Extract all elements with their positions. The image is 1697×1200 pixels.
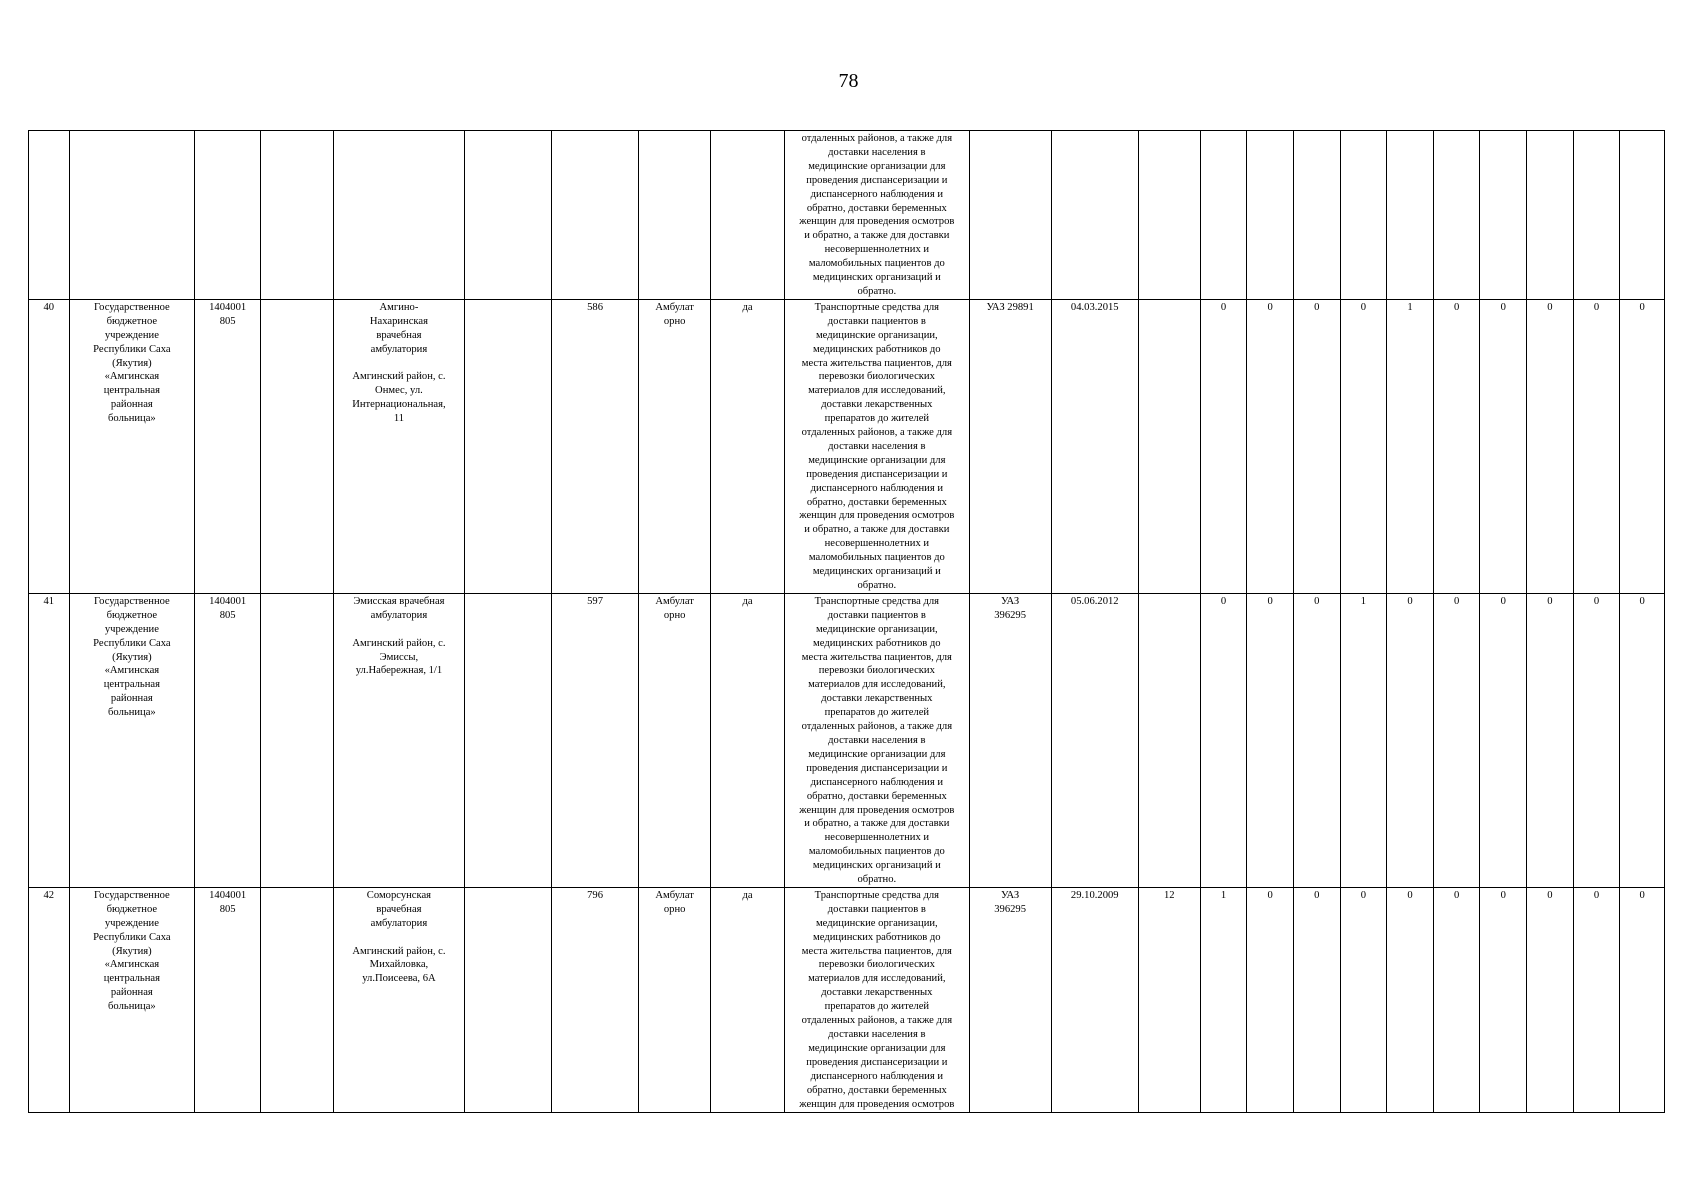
cell-empty bbox=[29, 131, 70, 300]
cell-empty bbox=[969, 131, 1051, 300]
cell-empty bbox=[1433, 131, 1480, 300]
data-table bbox=[28, 130, 1665, 1113]
cell-num: 0 bbox=[1480, 593, 1527, 887]
cell-empty bbox=[1051, 131, 1138, 300]
cell-num: 0 bbox=[1573, 593, 1620, 887]
cell-value: 586 bbox=[551, 299, 638, 593]
cell-date: 05.06.2012 bbox=[1051, 593, 1138, 887]
cell-vehicle: УАЗ 396295 bbox=[969, 887, 1051, 1112]
cell-organization: Государственное бюджетное учреждение Республики Саха (Якутия) «Амгинская центральная районная больница» bbox=[69, 887, 195, 1112]
cell-organization: Государственное бюджетное учреждение Республики Саха (Якутия) «Амгинская центральная районная больница» bbox=[69, 593, 195, 887]
cell-purpose: Транспортные средства для доставки пациентов в медицинские организации, медицинских работников до места жительства пациентов, для перевозки биологических материалов для исследований, доставки лекарственных препаратов до жителей отдаленных районов, а также для доставки населения в медицинские организации для проведения диспансеризации и диспансерного наблюдения и обратно, доставки беременных женщин для проведения осмотров и обратно, а также для доставки несовершеннолетних и маломобильных пациентов до медицинских организаций и обратно. bbox=[785, 593, 969, 887]
cell-num: 0 bbox=[1433, 299, 1480, 593]
cell-vehicle: УАЗ 396295 bbox=[969, 593, 1051, 887]
cell-empty bbox=[1293, 131, 1340, 300]
cell-care-type: Амбулат орно bbox=[639, 593, 711, 887]
cell-date: 29.10.2009 bbox=[1051, 887, 1138, 1112]
cell-num: 0 bbox=[1247, 593, 1294, 887]
cell-empty bbox=[1340, 131, 1387, 300]
cell-empty bbox=[464, 131, 551, 300]
cell-value: 796 bbox=[551, 887, 638, 1112]
cell-flag: да bbox=[711, 593, 785, 887]
cell-code: 1404001 805 bbox=[195, 299, 261, 593]
cell-facility: Амгино- Нахаринская врачебная амбулатория Амгинский район, с. Онмес, ул. Интернациональная, 11 bbox=[334, 299, 465, 593]
cell-num: 0 bbox=[1573, 299, 1620, 593]
cell-empty bbox=[1200, 131, 1247, 300]
cell-code: 1404001 805 bbox=[195, 593, 261, 887]
cell-num: 0 bbox=[1480, 299, 1527, 593]
cell-value: 597 bbox=[551, 593, 638, 887]
cell-empty bbox=[1620, 131, 1665, 300]
cell-num: 0 bbox=[1527, 593, 1574, 887]
cell-num: 0 bbox=[1620, 593, 1665, 887]
cell-empty bbox=[195, 131, 261, 300]
cell-col4 bbox=[261, 299, 334, 593]
cell-facility: Эмисская врачебная амбулатория Амгинский район, с. Эмиссы, ул.Набережная, 1/1 bbox=[334, 593, 465, 887]
cell-col6 bbox=[464, 593, 551, 887]
cell-num: 0 bbox=[1340, 887, 1387, 1112]
cell-purpose: Транспортные средства для доставки пациентов в медицинские организации, медицинских работников до места жительства пациентов, для перевозки биологических материалов для исследований, доставки лекарственных препаратов до жителей отдаленных районов, а также для доставки населения в медицинские организации для проведения диспансеризации и диспансерного наблюдения и обратно, доставки беременных женщин для проведения осмотров bbox=[785, 887, 969, 1112]
cell-col13 bbox=[1138, 593, 1200, 887]
cell-empty bbox=[1480, 131, 1527, 300]
cell-num: 0 bbox=[1293, 299, 1340, 593]
cell-num: 0 bbox=[1573, 887, 1620, 1112]
cell-empty bbox=[711, 131, 785, 300]
cell-date: 04.03.2015 bbox=[1051, 299, 1138, 593]
table-row-continuation bbox=[29, 131, 1665, 300]
cell-num: 0 bbox=[1433, 887, 1480, 1112]
cell-empty bbox=[1573, 131, 1620, 300]
table-row bbox=[29, 593, 1665, 887]
table-row bbox=[29, 887, 1665, 1112]
cell-empty bbox=[1247, 131, 1294, 300]
cell-empty bbox=[1527, 131, 1574, 300]
cell-num: 1 bbox=[1340, 593, 1387, 887]
cell-empty bbox=[639, 131, 711, 300]
page-number: 78 bbox=[838, 70, 859, 92]
cell-col4 bbox=[261, 593, 334, 887]
cell-num: 0 bbox=[1200, 299, 1247, 593]
cell-num: 0 bbox=[1527, 887, 1574, 1112]
cell-row-number: 41 bbox=[29, 593, 70, 887]
cell-num: 0 bbox=[1527, 299, 1574, 593]
cell-num: 0 bbox=[1387, 887, 1434, 1112]
cell-num: 0 bbox=[1200, 593, 1247, 887]
cell-num: 0 bbox=[1620, 887, 1665, 1112]
cell-facility: Соморсунская врачебная амбулатория Амгинский район, с. Михайловка, ул.Поисеева, 6А bbox=[334, 887, 465, 1112]
cell-num: 0 bbox=[1293, 593, 1340, 887]
cell-flag: да bbox=[711, 887, 785, 1112]
cell-col6 bbox=[464, 299, 551, 593]
cell-row-number: 42 bbox=[29, 887, 70, 1112]
cell-num: 0 bbox=[1480, 887, 1527, 1112]
cell-empty bbox=[1138, 131, 1200, 300]
cell-num: 0 bbox=[1293, 887, 1340, 1112]
table-row bbox=[29, 299, 1665, 593]
cell-row-number: 40 bbox=[29, 299, 70, 593]
cell-col6 bbox=[464, 887, 551, 1112]
cell-empty bbox=[551, 131, 638, 300]
cell-care-type: Амбулат орно bbox=[639, 887, 711, 1112]
cell-num: 0 bbox=[1247, 887, 1294, 1112]
cell-empty bbox=[1387, 131, 1434, 300]
cell-care-type: Амбулат орно bbox=[639, 299, 711, 593]
cell-num: 0 bbox=[1340, 299, 1387, 593]
cell-empty bbox=[334, 131, 465, 300]
cell-num: 0 bbox=[1387, 593, 1434, 887]
cell-col13: 12 bbox=[1138, 887, 1200, 1112]
cell-organization: Государственное бюджетное учреждение Республики Саха (Якутия) «Амгинская центральная районная больница» bbox=[69, 299, 195, 593]
cell-col13 bbox=[1138, 299, 1200, 593]
cell-num: 1 bbox=[1200, 887, 1247, 1112]
cell-num: 0 bbox=[1433, 593, 1480, 887]
cell-code: 1404001 805 bbox=[195, 887, 261, 1112]
cell-empty bbox=[261, 131, 334, 300]
cell-flag: да bbox=[711, 299, 785, 593]
cell-purpose: Транспортные средства для доставки пациентов в медицинские организации, медицинских работников до места жительства пациентов, для перевозки биологических материалов для исследований, доставки лекарственных препаратов до жителей отдаленных районов, а также для доставки населения в медицинские организации для проведения диспансеризации и диспансерного наблюдения и обратно, доставки беременных женщин для проведения осмотров и обратно, а также для доставки несовершеннолетних и маломобильных пациентов до медицинских организаций и обратно. bbox=[785, 299, 969, 593]
cell-col4 bbox=[261, 887, 334, 1112]
cell-num: 1 bbox=[1387, 299, 1434, 593]
cell-purpose: отдаленных районов, а также для доставки населения в медицинские организации для проведения диспансеризации и диспансерного наблюдения и обратно, доставки беременных женщин для проведения осмотров и обратно, а также для доставки несовершеннолетних и маломобильных пациентов до медицинских организаций и обратно. bbox=[785, 131, 969, 300]
cell-num: 0 bbox=[1620, 299, 1665, 593]
cell-empty bbox=[69, 131, 195, 300]
cell-vehicle: УАЗ 29891 bbox=[969, 299, 1051, 593]
cell-num: 0 bbox=[1247, 299, 1294, 593]
